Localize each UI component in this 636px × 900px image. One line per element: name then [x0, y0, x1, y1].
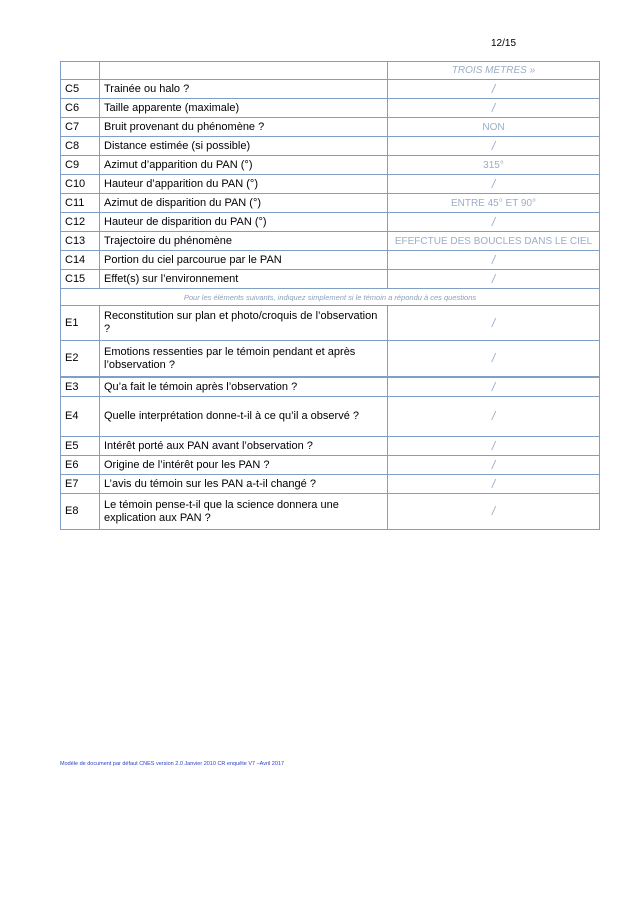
answer-cell: /	[388, 99, 600, 118]
table-row	[61, 437, 600, 456]
question-cell: Hauteur d’apparition du PAN (°)	[100, 175, 388, 194]
code-cell: E7	[61, 475, 100, 494]
table-row	[61, 232, 600, 251]
question-cell: Origine de l’intérêt pour les PAN ?	[100, 456, 388, 475]
table-row	[61, 397, 600, 437]
page-number: 12/15	[491, 38, 517, 49]
table-row	[61, 251, 600, 270]
table-row	[61, 289, 600, 306]
table-row	[61, 306, 600, 341]
answer-cell: /	[388, 306, 600, 341]
code-cell: C7	[61, 118, 100, 137]
table-row	[61, 194, 600, 213]
answer-cell: /	[388, 397, 600, 437]
answer-cell: /	[388, 475, 600, 494]
question-cell: Qu’a fait le témoin après l’observation ?	[100, 377, 388, 397]
question-cell: Portion du ciel parcourue par le PAN	[100, 251, 388, 270]
question-cell: Hauteur de disparition du PAN (°)	[100, 213, 388, 232]
table-row	[61, 377, 600, 397]
question-cell: Reconstitution sur plan et photo/croquis de l’observation ?	[100, 306, 388, 341]
question-cell: Le témoin pense-t-il que la science donnera une explication aux PAN ?	[100, 494, 388, 530]
answer-cell: /	[388, 377, 600, 397]
code-cell: C8	[61, 137, 100, 156]
answer-cell: /	[388, 270, 600, 289]
code-cell: C10	[61, 175, 100, 194]
table-row	[61, 137, 600, 156]
question-cell: Trajectoire du phénomène	[100, 232, 388, 251]
answer-cell: NON	[388, 118, 600, 137]
answer-cell: /	[388, 341, 600, 378]
question-cell	[100, 62, 388, 80]
answer-cell: /	[388, 437, 600, 456]
question-cell: Emotions ressenties par le témoin pendant et après l’observation ?	[100, 341, 388, 378]
instruction-note: Pour les éléments suivants, indiquez simplement si le témoin a répondu à ces questions	[61, 289, 600, 306]
code-cell: E1	[61, 306, 100, 341]
answer-cell: EFEFCTUE DES BOUCLES DANS LE CIEL	[388, 232, 600, 251]
answer-cell: ENTRE 45° ET 90°	[388, 194, 600, 213]
answer-cell: TROIS METRES »	[388, 62, 600, 80]
table-row	[61, 156, 600, 175]
code-cell: E6	[61, 456, 100, 475]
table-row	[61, 341, 600, 378]
code-cell: C14	[61, 251, 100, 270]
question-cell: Effet(s) sur l’environnement	[100, 270, 388, 289]
answer-cell: /	[388, 213, 600, 232]
answer-cell: 315°	[388, 156, 600, 175]
code-cell: C5	[61, 80, 100, 99]
code-cell: E4	[61, 397, 100, 437]
table-row	[61, 213, 600, 232]
code-cell	[61, 62, 100, 80]
answer-cell: /	[388, 251, 600, 270]
code-cell: E5	[61, 437, 100, 456]
code-cell: E2	[61, 341, 100, 378]
question-cell: Taille apparente (maximale)	[100, 99, 388, 118]
question-cell: Quelle interprétation donne-t-il à ce qu’il a observé ?	[100, 397, 388, 437]
question-cell: L’avis du témoin sur les PAN a-t-il changé ?	[100, 475, 388, 494]
answer-cell: /	[388, 137, 600, 156]
table-row	[61, 62, 600, 80]
code-cell: E8	[61, 494, 100, 530]
question-cell: Azimut d’apparition du PAN (°)	[100, 156, 388, 175]
code-cell: C11	[61, 194, 100, 213]
inquiry-table	[60, 61, 600, 530]
code-cell: C13	[61, 232, 100, 251]
table-row	[61, 175, 600, 194]
table-row	[61, 118, 600, 137]
question-cell: Intérêt porté aux PAN avant l’observation ?	[100, 437, 388, 456]
table-row	[61, 80, 600, 99]
question-cell: Trainée ou halo ?	[100, 80, 388, 99]
code-cell: C15	[61, 270, 100, 289]
table-row	[61, 494, 600, 530]
table-row	[61, 99, 600, 118]
question-cell: Azimut de disparition du PAN (°)	[100, 194, 388, 213]
table-row	[61, 475, 600, 494]
table-row	[61, 270, 600, 289]
question-cell: Bruit provenant du phénomène ?	[100, 118, 388, 137]
code-cell: E3	[61, 377, 100, 397]
footer-note: Modèle de document par défaut CNES version 2.0 Janvier 2010 CR enquête V7 –Avril 2017	[60, 761, 285, 767]
answer-cell: /	[388, 175, 600, 194]
code-cell: C12	[61, 213, 100, 232]
code-cell: C6	[61, 99, 100, 118]
question-cell: Distance estimée (si possible)	[100, 137, 388, 156]
answer-cell: /	[388, 80, 600, 99]
answer-cell: /	[388, 456, 600, 475]
answer-cell: /	[388, 494, 600, 530]
table-row	[61, 456, 600, 475]
code-cell: C9	[61, 156, 100, 175]
